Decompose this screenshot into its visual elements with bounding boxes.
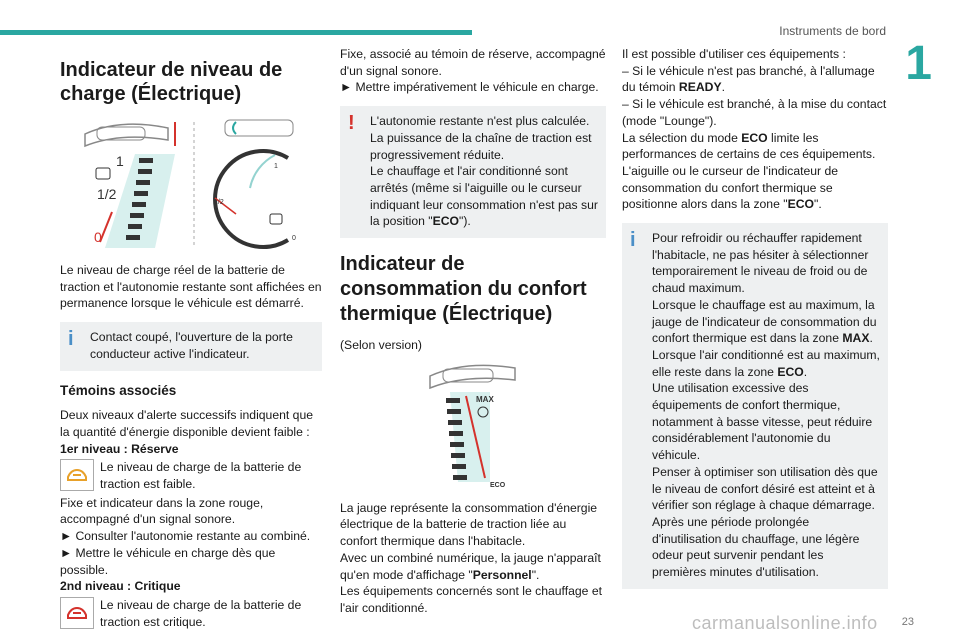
warning-line-1: L'autonomie restante n'est plus calculée. — [370, 114, 590, 129]
usage-line-3: – Si le véhicule est branché, à la mise du contact (mode "Lounge"). — [622, 97, 887, 128]
warning-note — [340, 106, 606, 238]
usage-line-5: L'aiguille ou le curseur de l'indicateur de consommation du confort thermique se positionne alors dans la zone "ECO". — [622, 163, 839, 212]
subtitle-temoins: Témoins associés — [60, 382, 177, 398]
level2-after: Fixe, associé au témoin de réserve, accompagné d'un signal sonore. — [340, 47, 606, 78]
column-1 — [60, 50, 322, 632]
usage-line-2: – Si le véhicule n'est pas branché, à l'allumage du témoin READY. — [622, 63, 875, 95]
level1-after: Fixe et indicateur dans la zone rouge, accompagné d'un signal sonore. — [60, 495, 264, 527]
thermal-gauge-eco: ECO — [490, 481, 506, 489]
section-title-charge: Indicateur de niveau de charge (Électrique) — [60, 59, 283, 105]
thermal-desc: La jauge représente la consommation d'énergie électrique de la batterie de traction liée au confort thermique dans l'habitacle. — [340, 500, 598, 549]
level2-bullet: ► Mettre impérativement le véhicule en charge. — [340, 80, 599, 95]
warning-icon: ! — [348, 112, 355, 135]
info-note-text: Contact coupé, l'ouverture de la porte conducteur active l'indicateur. — [90, 330, 293, 361]
reserve-warning-icon — [60, 459, 94, 491]
page-number: 23 — [901, 616, 914, 628]
thermal-note-1: Pour refroidir ou réchauffer rapidement l'habitacle, ne pas hésiter à sélectionner temporairement le niveau de froid ou de chaud maximum. — [652, 231, 869, 296]
level1-bullet-2: ► Mettre le véhicule en charge dès que possible. — [60, 545, 276, 577]
chapter-number: 1 — [905, 37, 932, 90]
critical-warning-icon — [60, 597, 94, 629]
thermal-digital-note: Avec un combiné numérique, la jauge n'apparaît qu'en mode d'affichage "Personnel". — [340, 550, 601, 582]
level1-bullet-1: ► Consulter l'autonomie restante au combiné. — [60, 529, 311, 544]
header-accent-bar — [0, 30, 472, 35]
warning-line-2: La puissance de la chaîne de traction est progressivement réduite. — [370, 130, 592, 162]
info-icon: i — [68, 328, 74, 351]
alert-lead: Deux niveaux d'alerte successifs indiquent que la quantité d'énergie disponible devient faible : — [60, 408, 313, 439]
level2-title: 2nd niveau : Critique — [60, 579, 181, 594]
level1-title: 1er niveau : Réserve — [60, 441, 179, 456]
charge-gauge-figure — [60, 116, 322, 256]
watermark: carmanualsonline.info — [692, 613, 878, 633]
thermal-note-3: Lorsque l'air conditionné est au maximum, elle reste dans la zone ECO. — [652, 347, 880, 379]
charge-intro: Le niveau de charge réel de la batterie de traction et l'autonomie restante sont affichées en permanence lorsque le véhicule est démarré. — [60, 263, 322, 311]
usage-line-1: Il est possible d'utiliser ces équipements : — [622, 47, 846, 61]
running-head: Instruments de bord — [779, 24, 886, 38]
column-3 — [622, 46, 888, 599]
charge-gauge-illustration — [60, 116, 322, 256]
gauge-label-half: 1/2 — [97, 186, 117, 202]
digital-gauge-label-half: 1/2 — [214, 199, 224, 206]
info-note-charge — [60, 322, 322, 370]
thermal-note-6: Après une période prolongée d'inutilisation du chauffage, une légère odeur peut survenir pendant les premières minutes d'utilisation. — [652, 514, 860, 580]
gauge-label-full: 1 — [116, 153, 124, 169]
thermal-note-4: Une utilisation excessive des équipements de confort thermique, notamment à basse vitesse, peut réduire considérablement l'autonomie du véhicule. — [652, 381, 873, 463]
thermal-gauge-illustration — [340, 354, 606, 494]
thermal-note-2: Lorsque le chauffage est au maximum, la jauge de l'indicateur de consommation du confort thermique est dans la zone MAX. — [652, 297, 877, 346]
thermal-note-5: Penser à optimiser son utilisation dès que le niveau de confort désiré est atteint et à vérifier son réglage à chaque démarrage. — [652, 464, 878, 513]
info-note-thermal — [622, 223, 888, 589]
warning-line-3: Le chauffage et l'air conditionné sont arrêtés (même si l'aiguille ou le curseur indiquant leur consommation n'est pas sur la position "ECO"). — [370, 164, 598, 229]
column-2 — [340, 46, 606, 617]
version-note: (Selon version) — [340, 338, 422, 353]
level2-text: Le niveau de charge de la batterie de traction est critique. — [100, 597, 302, 629]
info-icon: i — [630, 229, 636, 252]
digital-gauge-label-empty: 0 — [292, 235, 296, 242]
level1-text: Le niveau de charge de la batterie de traction est faible. — [100, 460, 302, 492]
usage-line-4: La sélection du mode ECO limite les performances de certains de ces équipements. — [622, 130, 876, 162]
gauge-label-empty: 0 — [94, 229, 102, 245]
thermal-gauge-max: MAX — [476, 394, 494, 404]
level2-row — [60, 597, 322, 630]
thermal-equipment: Les équipements concernés sont le chauffage et l'air conditionné. — [340, 584, 602, 615]
level1-row — [60, 459, 322, 492]
digital-gauge-label-full: 1 — [274, 163, 278, 170]
section-title-thermal: Indicateur de consommation du confort thermique (Électrique) — [340, 253, 587, 326]
thermal-gauge-figure — [340, 354, 606, 494]
